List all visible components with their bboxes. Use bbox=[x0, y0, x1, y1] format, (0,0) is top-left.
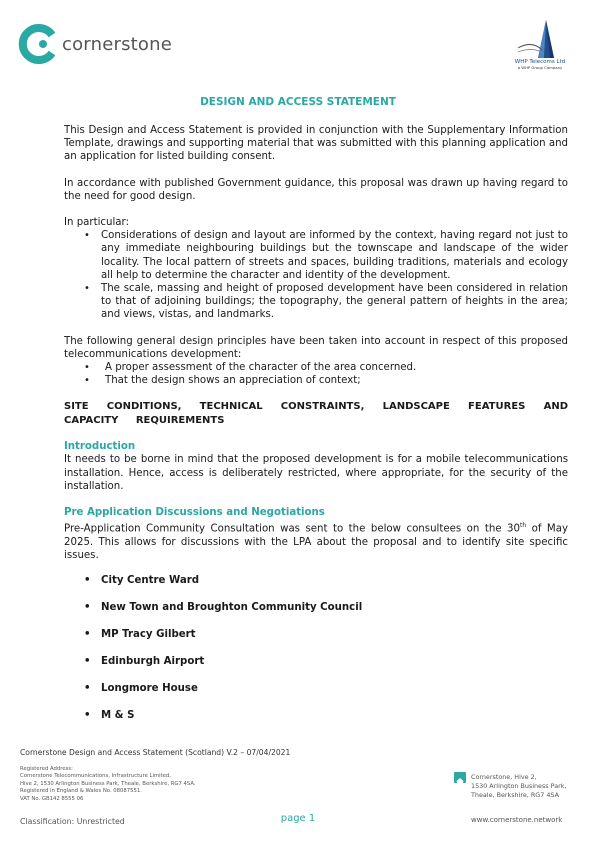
consultees-list bbox=[64, 574, 568, 736]
document-title: DESIGN AND ACCESS STATEMENT bbox=[200, 96, 396, 108]
design-principles-list bbox=[64, 361, 568, 387]
section-heading: SITE CONDITIONS, TECHNICAL CONSTRAINTS, LANDSCAPE FEATURES AND CAPACITY REQUIREMENTS bbox=[64, 401, 568, 426]
registered-line: Cornerstone Telecommunications, Infrastructure Limited, bbox=[20, 773, 171, 780]
consultee-item: • Longmore House bbox=[64, 682, 568, 709]
document-reference: Cornerstone Design and Access Statement (Scotland) V.2 – 07/04/2021 bbox=[20, 748, 291, 757]
introduction-text: It needs to be borne in mind that the proposed development is for a mobile telecommunications installation. Hence, access is deliberately restricted, where appropriate, for the security of the installation. bbox=[64, 454, 568, 492]
preapp-text-end: of May 2025. This allows for discussions with the LPA about the proposal and to identify site specific issues. bbox=[64, 523, 568, 562]
list-item: • That the design shows an appreciation of context; bbox=[64, 374, 568, 387]
partner-tagline: a WHP Group Company bbox=[517, 65, 563, 70]
design-considerations-list bbox=[64, 229, 568, 321]
home-icon bbox=[454, 772, 466, 783]
intro-paragraph: This Design and Access Statement is provided in conjunction with the Supplementary Information Template, drawings and supporting material that was submitted with this planning application and an application for listed building consent. bbox=[64, 125, 568, 163]
registered-address bbox=[20, 766, 196, 803]
office-address bbox=[471, 773, 567, 801]
ordinal-suffix: th bbox=[520, 522, 527, 530]
page-number: page 1 bbox=[280, 813, 316, 824]
consultee-item: • City Centre Ward bbox=[64, 574, 568, 601]
in-particular-label: In particular: bbox=[64, 217, 129, 229]
consultee-item: • M & S bbox=[64, 709, 568, 736]
consultee-item: • New Town and Broughton Community Council bbox=[64, 601, 568, 628]
cornerstone-logo bbox=[18, 24, 172, 64]
whp-mast-icon bbox=[516, 18, 564, 58]
address-line: Theale, Berkshire, RG7 4SA bbox=[471, 791, 559, 800]
logo-text: cornerstone bbox=[62, 33, 173, 55]
document-body bbox=[64, 124, 568, 736]
whp-telecoms-logo bbox=[510, 18, 570, 78]
list-item: • A proper assessment of the character of the area concerned. bbox=[64, 361, 568, 374]
registered-line: Hive 2, 1530 Arlington Business Park, Theale, Berkshire, RG7 4SA. bbox=[20, 780, 196, 787]
registered-line: Registered in England & Wales No. 08087551. bbox=[20, 788, 142, 795]
list-item: • Considerations of design and layout are informed by the context, having regard not just to any immediate neighbouring buildings but the townscape and landscape of the wider locality. The local pattern of streets and spaces, building traditions, materials and ecology all help to determine the character and identity of the development. bbox=[64, 229, 568, 282]
consultee-item: • Edinburgh Airport bbox=[64, 655, 568, 682]
introduction-heading: Introduction bbox=[64, 441, 136, 453]
classification-label: Classification: Unrestricted bbox=[20, 817, 125, 826]
cornerstone-logo-icon bbox=[18, 24, 58, 64]
list-item: • The scale, massing and height of proposed development have been considered in relation to that of adjoining buildings; the topography, the general pattern of heights in the area; and views, vistas, and landmarks. bbox=[64, 282, 568, 322]
consultee-item: • MP Tracy Gilbert bbox=[64, 628, 568, 655]
preapp-text bbox=[64, 519, 568, 562]
partner-name: WHP Telecoms Ltd bbox=[514, 59, 566, 65]
registered-line: Registered Address: bbox=[20, 766, 73, 772]
guidance-paragraph: In accordance with published Government guidance, this proposal was drawn up having regard to the need for good design. bbox=[64, 177, 568, 202]
preapp-text-start: Pre-Application Community Consultation was sent to the below consultees on the 30 bbox=[64, 523, 520, 535]
website-link[interactable]: www.cornerstone.network bbox=[471, 816, 563, 824]
address-line: 1530 Arlington Business Park, bbox=[471, 782, 567, 791]
registered-line: VAT No. GB142 8555 06 bbox=[20, 795, 84, 802]
address-line: Cornerstone, Hive 2, bbox=[471, 773, 537, 781]
principles-paragraph: The following general design principles have been taken into account in respect of this proposed telecommunications development: bbox=[64, 335, 568, 360]
preapp-heading: Pre Application Discussions and Negotiations bbox=[64, 507, 325, 519]
